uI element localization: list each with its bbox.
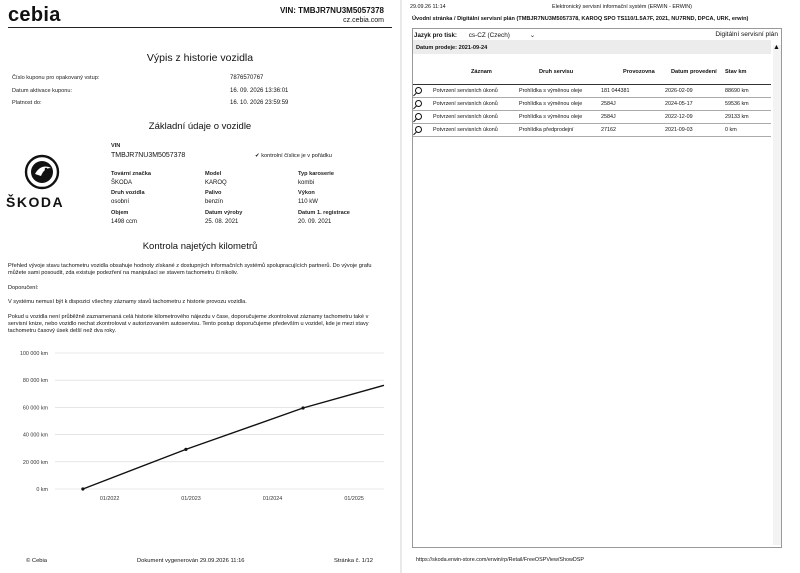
table-row[interactable] [413,97,771,110]
table-row[interactable] [413,110,771,123]
vin-label: VIN [111,143,121,149]
coupon-value: 16. 10. 2026 23:59:59 [230,100,289,106]
service-table [413,60,771,137]
table-cell: 27162 [599,123,663,136]
sale-date: Datum prodeje: 2021-09-24 [416,45,488,51]
chevron-down-icon: ⌄ [529,32,536,39]
coupon-label: Platnost do: [12,100,42,106]
coupon-value: 7876570767 [230,75,264,81]
table-header-row [413,60,771,84]
header-vin: VIN: TMBJR7NU3M5057378 [279,6,384,15]
table-cell: 2021-09-03 [663,123,723,136]
report-title: Výpis z historie vozidla [146,52,254,64]
table-cell: 88690 km [723,84,771,97]
section-title-basic: Základní údaje o vozidle [148,121,252,132]
y-tick-label: 60 000 km [22,405,48,412]
row-detail[interactable] [413,97,431,110]
skoda-wordmark: ŠKODA [6,194,65,210]
y-tick-label: 20 000 km [22,459,48,466]
field-label: Datum výroby [205,210,243,216]
vin-check-label: kontrolní číslice je v pořádku [261,153,332,159]
vertical-scrollbar[interactable] [773,45,781,545]
field-value: KAROQ [205,180,227,186]
field-label: Typ karoserie [298,171,334,177]
field-label: Model [205,171,222,177]
search-icon[interactable] [415,100,422,107]
field-label: Výkon [298,190,315,196]
data-point [301,406,304,409]
search-icon[interactable] [415,126,422,133]
check-icon: ✔ [255,153,260,159]
header-divider [8,27,392,28]
search-icon[interactable] [415,113,422,120]
skoda-emblem-icon [24,154,60,190]
field-label: Datum 1. registrace [298,210,350,216]
vin-check [255,153,332,159]
field-value: benzín [205,199,224,205]
field-value: 1498 ccm [111,219,138,225]
x-tick-label: 01/2022 [99,496,120,502]
row-detail[interactable] [413,84,431,97]
vin-value: TMBJR7NU3M5057378 [111,152,186,159]
paragraph: Pokud u vozidla není průběžně zaznamenaná celá historie kilometrového nájezdu v čase, doporučujeme zkontrolovat záznamy tachometru také v servisní knize, nebo vozidlo nechat zkontrolovat v autorizovaném autoservisu. Tento postup doporučujeme především u vozidel, kde je mezi stavy tachometru časový úsek delší než dva roky. [8,314,369,335]
odometer-chart [0,345,400,505]
table-cell: Prohlídka s výměnou oleje [517,84,599,97]
header-site: cz.cebia.com [343,17,384,24]
table-cell: Potvrzení servisních úkonů [431,97,517,110]
field-label: Tovární značka [111,171,151,177]
data-point [81,487,84,490]
table-cell: Potvrzení servisních úkonů [431,84,517,97]
table-header: Provozovna [599,60,663,84]
table-cell: 2584J [599,97,663,110]
table-cell: 2584J [599,110,663,123]
footer-generated: Dokument vygenerován 29.09.2026 11:16 [137,558,245,564]
language-row [414,31,537,39]
cebia-logo: cebia [8,4,61,26]
system-name: Elektronický servisní informační systém (ERWIN - ERWIN) [552,4,692,10]
table-header: Druh servisu [517,60,599,84]
breadcrumb[interactable]: Úvodní stránka / Digitální servisní plán (TMBJR7NU3M5057378, KAROQ SPO TS110/1.5A7F, 2021, NU7RND, DPCA, URK, erwin) [412,16,749,22]
table-cell: 181 044381 [599,84,663,97]
coupon-label: Číslo kuponu pro opakovaný vstup: [12,75,100,81]
series-line [83,385,384,489]
table-row[interactable] [413,84,771,97]
page-url: https://skoda.erwin-store.com/erwin/rp/Retail/FreeOSPView/ShowDSP [416,557,584,563]
search-icon[interactable] [415,87,422,94]
y-tick-label: 0 km [36,487,48,493]
table-cell: 2026-02-09 [663,84,723,97]
table-header: Datum provedení [663,60,723,84]
skoda-logo [24,154,60,195]
table-header: Stav km [723,60,771,84]
field-value: osobní [111,199,130,205]
x-tick-label: 01/2025 [344,496,364,502]
row-detail[interactable] [413,123,431,136]
data-point [184,448,187,451]
field-value: kombi [298,180,315,186]
table-cell: Prohlídka s výměnou oleje [517,97,599,110]
table-header-icon-col [413,60,431,84]
y-tick-label: 80 000 km [22,378,48,385]
table-cell: 29133 km [723,110,771,123]
x-tick-label: 01/2024 [262,496,283,502]
y-tick-label: 100 000 km [19,351,48,357]
row-detail[interactable] [413,110,431,123]
x-tick-label: 01/2023 [181,496,201,502]
footer-page: Stránka č. 1/12 [334,558,373,564]
paragraph: V systému nemusí být k dispozici všechny záznamy stavů tachometru z historie provozu vozidla. [8,299,247,305]
scroll-up-icon[interactable]: ▲ [773,44,780,51]
table-cell: Potvrzení servisních úkonů [431,123,517,136]
table-cell: Prohlídka předprodejní [517,123,599,136]
table-cell: Potvrzení servisních úkonů [431,110,517,123]
field-label: Palivo [205,190,222,196]
table-cell: 0 km [723,123,771,136]
field-label: Objem [111,210,129,216]
dsp-title: Digitální servisní plán [715,31,778,38]
paragraph: Doporučení: [8,285,39,291]
paragraph: Přehled vývoje stavu tachometru vozidla obsahuje hodnoty získané z dostupných informačních systémů spolupracujících partnerů. Do vývoje grafu můžete sami posoudit, zda existuje podezření na manipulaci se stavem tachometru či nikoliv. [8,263,372,277]
table-cell: 2022-12-09 [663,110,723,123]
language-label: Jazyk pro tisk: [414,32,457,39]
y-tick-label: 40 000 km [22,432,48,439]
table-cell: 59536 km [723,97,771,110]
field-value: 110 kW [298,199,318,205]
table-cell: 2024-05-17 [663,97,723,110]
table-cell: Prohlídka s výměnou oleje [517,110,599,123]
coupon-value: 16. 09. 2026 13:36:01 [230,88,289,94]
coupon-label: Datum aktivace kuponu: [12,88,73,94]
print-time: 29.09.26 11:14 [410,4,446,10]
field-value: ŠKODA [111,180,133,186]
table-row[interactable] [413,123,771,136]
service-plan-page [402,0,800,573]
footer-copyright: © Cebia [26,558,48,564]
field-value: 25. 08. 2021 [205,219,239,225]
field-value: 20. 09. 2021 [298,219,332,225]
section-title-odometer: Kontrola najetých kilometrů [142,241,258,252]
field-label: Druh vozidla [111,190,145,196]
language-value: cs-CZ (Czech) [468,32,510,39]
language-select[interactable] [467,31,537,39]
table-header: Záznam [431,60,517,84]
